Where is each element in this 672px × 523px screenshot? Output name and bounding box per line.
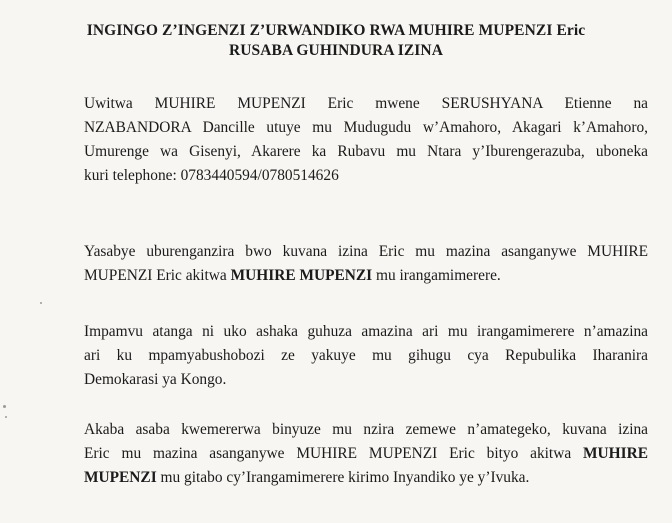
document-title-line2: RUSABA GUHINDURA IZINA [228,42,444,59]
document-title-line1: INGINGO Z’INGENZI Z’URWANDIKO RWA MUHIRE MUPENZI Eric [86,22,586,39]
paragraph-line: NZABANDORA Dancille utuye mu Mudugudu w’Amahoro, Akagari k’Amahoro, [84,119,648,136]
text-segment: MUPENZI Eric akitwa [84,267,231,284]
scan-speck [3,405,6,408]
paragraph-line: ari ku mpamyabushobozi ze yakuye mu gihugu cya Repubulika Iharanira [84,347,648,364]
paragraph-line [84,466,648,490]
new-name-bold: MUHIRE MUPENZI [230,267,373,284]
paragraph-line: Uwitwa MUHIRE MUPENZI Eric mwene SERUSHYANA Etienne na [84,95,648,112]
new-name-bold: MUHIRE [583,445,648,462]
paragraph-identity [84,92,648,188]
paragraph-line: Yasabye uburenganzira bwo kuvana izina Eric mu mazina asanganywe MUHIRE [84,243,648,260]
paragraph-line: Demokarasi ya Kongo. [84,371,227,388]
text-segment: mu irangamimerere. [372,267,501,284]
text-segment: Eric mu mazina asanganywe MUHIRE MUPENZI Eric bityo akitwa [84,445,584,462]
paragraph-line [84,264,648,288]
paragraph-line: kuri telephone: 0783440594/0780514626 [84,167,339,184]
paragraph-line: Impamvu atanga ni uko ashaka guhuza amazina ari mu irangamimerere n’amazina [84,323,648,340]
paragraph-line [84,442,648,466]
scan-speck [40,302,42,304]
scan-speck [5,416,7,418]
paragraph-reason [84,320,648,392]
new-name-bold: MUPENZI [84,469,157,486]
paragraph-petition [84,418,648,490]
paragraph-line: Umurenge wa Gisenyi, Akarere ka Rubavu mu Ntara y’Iburengerazuba, uboneka [84,143,648,160]
paragraph-request [84,240,648,288]
text-segment: mu gitabo cy’Irangamimerere kirimo Inyandiko ye y’Ivuka. [156,469,530,486]
paragraph-line: Akaba asaba kwemererwa binyuze mu nzira zemewe n’amategeko, kuvana izina [84,421,648,438]
